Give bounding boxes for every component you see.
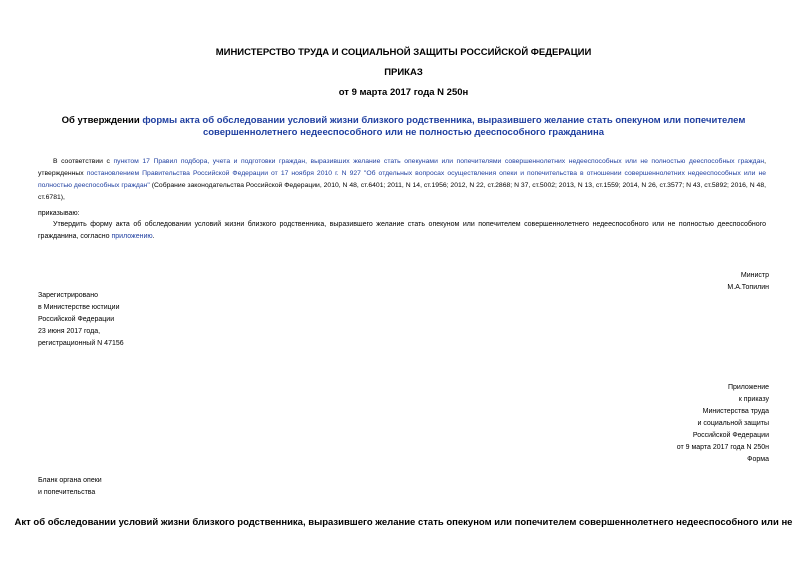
registration-line: Зарегистрировано xyxy=(38,292,98,299)
document-title xyxy=(30,115,777,139)
act-title: Акт об обследовании условий жизни близкого родственника, выразившего желание стать опекуном или попечителем совершеннолетнего недееспособного или не xyxy=(14,517,793,528)
appendix-line: и социальной защиты xyxy=(697,420,769,427)
registration-line: 23 июня 2017 года, xyxy=(38,328,101,335)
order-paragraph xyxy=(38,219,766,243)
appendix-line: Министерства труда xyxy=(702,408,769,415)
preamble-tail: (Собрание законодательства Российской Федерации, 2010, N 48, ст.6401; 2011, N 14, ст.1956; 2012, N 22, ст.2868; N 37, ст.5002; 2013, N 13, ст.1559; 2014, N 26, ст.3577; N 43, ст.5892; 2016, N 48, ст.6781), xyxy=(38,182,766,201)
appendix-line: Российской Федерации xyxy=(692,432,769,439)
signature-name: М.А.Топилин xyxy=(727,284,769,291)
title-link[interactable]: формы акта об обследовании условий жизни близкого родственника, выразившего желание стать опекуном или попечителем совершеннолетнего недееспособного или не полностью дееспособного гражданина xyxy=(142,115,746,138)
registration-line: регистрационный N 47156 xyxy=(38,340,124,347)
preamble-intro: В соответствии с xyxy=(53,158,114,165)
order-label: приказываю: xyxy=(38,210,80,217)
blank-line: и попечительства xyxy=(38,489,96,496)
preamble-link-rules[interactable]: пунктом 17 Правил подбора, учета и подготовки граждан, выразивших желание стать опекунами или попечителями совершеннолетних недееспособных или не полностью дееспособных граждан xyxy=(113,158,765,165)
appendix-line: Приложение xyxy=(727,384,769,391)
order-end: . xyxy=(152,233,155,240)
date-number-heading: от 9 марта 2017 года N 250н xyxy=(338,87,469,98)
doc-type-heading: ПРИКАЗ xyxy=(384,67,423,78)
blank-line: Бланк органа опеки xyxy=(38,477,102,484)
ministry-heading: МИНИСТЕРСТВО ТРУДА И СОЦИАЛЬНОЙ ЗАЩИТЫ РОССИЙСКОЙ ФЕДЕРАЦИИ xyxy=(215,47,592,58)
appendix-line: от 9 марта 2017 года N 250н xyxy=(676,444,769,451)
preamble-paragraph xyxy=(38,156,766,204)
appendix-link[interactable]: приложению xyxy=(111,233,153,240)
blank-block xyxy=(38,475,102,499)
preamble-link-resolution[interactable]: постановлением Правительства Российской Федерации от 17 ноября 2010 г. N 927 "Об отдельных вопросах осуществления опеки и попечительства в отношении совершеннолетних недееспособных или не полностью дееспособных граждан" xyxy=(38,170,766,189)
signature-position: Министр xyxy=(740,272,769,279)
preamble-mid: , утвержденных xyxy=(38,158,767,177)
form-label: Форма xyxy=(747,456,769,463)
registration-block xyxy=(38,290,124,350)
appendix-block xyxy=(677,382,769,454)
registration-line: Российской Федерации xyxy=(38,316,115,323)
order-text: Утвердить форму акта об обследовании условий жизни близкого родственника, выразившего желание стать опекуном или попечителем совершеннолетнего недееспособного или не полностью дееспособного гражданина, согласно xyxy=(38,221,766,240)
title-prefix: Об утверждении xyxy=(61,115,143,126)
appendix-line: к приказу xyxy=(738,396,769,403)
registration-line: в Министерстве юстиции xyxy=(38,304,120,311)
signature-block xyxy=(727,270,769,294)
